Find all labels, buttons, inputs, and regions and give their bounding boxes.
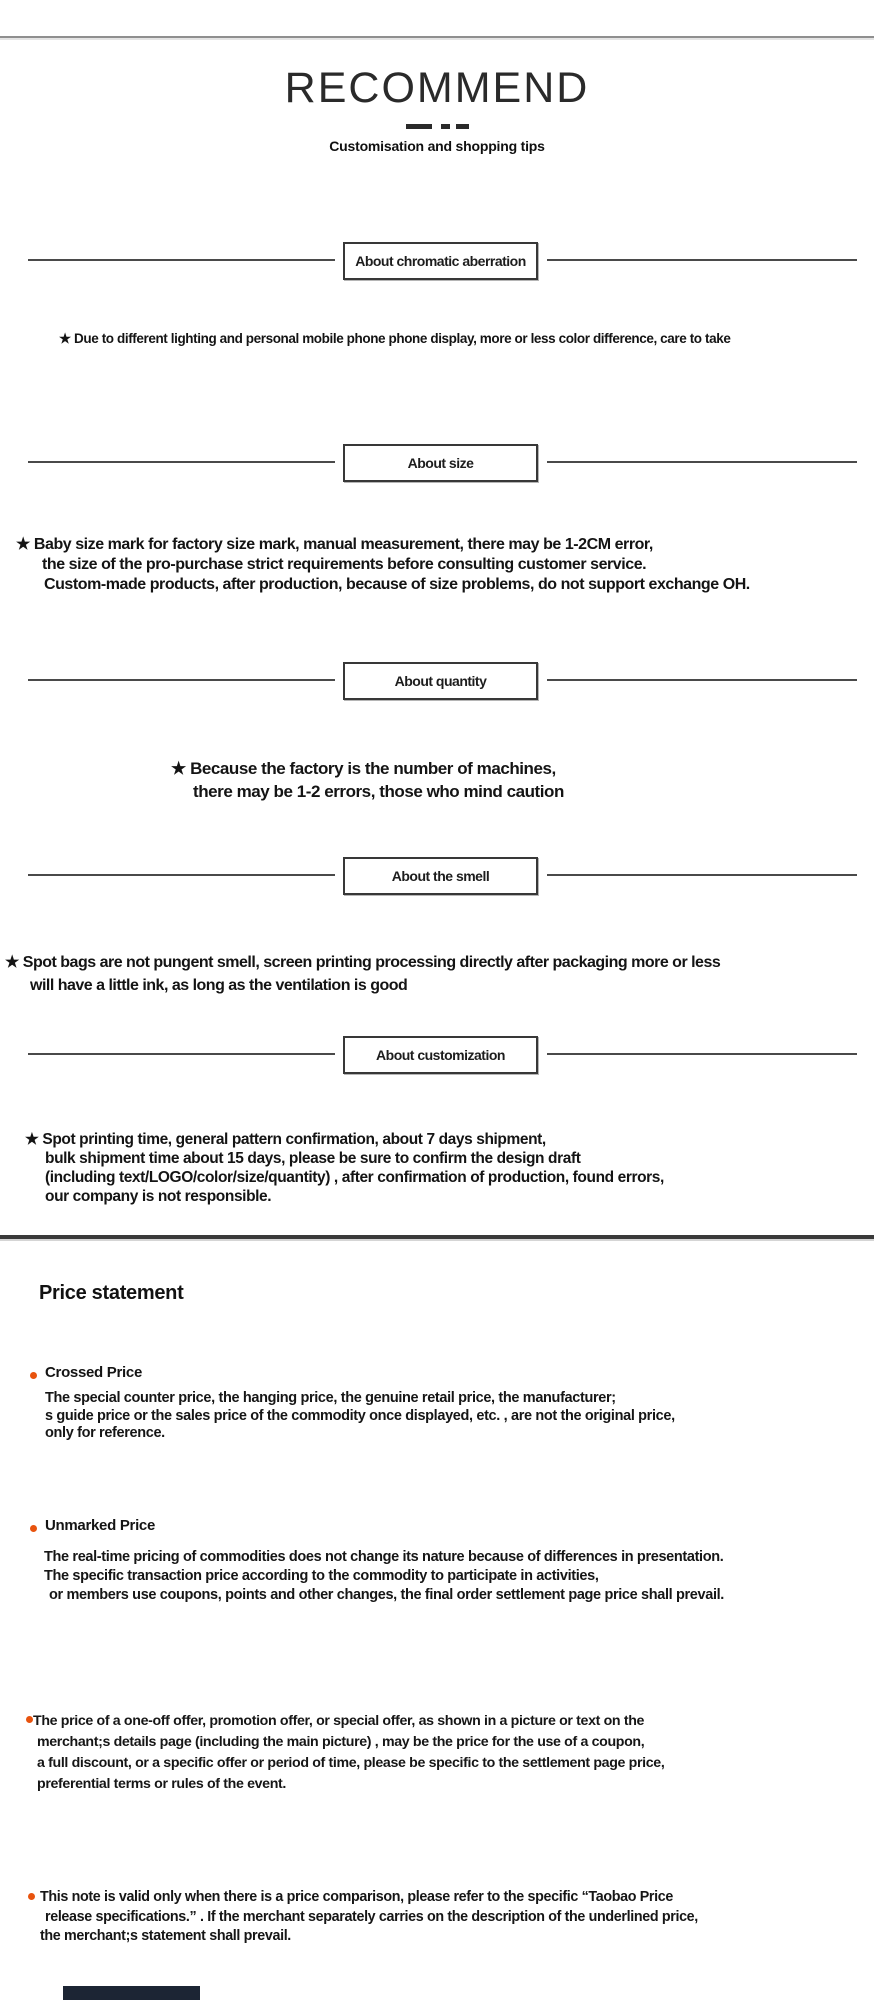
dash-short: [456, 124, 469, 129]
tip-line: ★ Spot printing time, general pattern confirmation, about 7 days shipment,: [25, 1131, 546, 1148]
section-header-size: [0, 444, 874, 482]
section-divider: [0, 1235, 874, 1239]
tip-line: (including text/LOGO/color/size/quantity) , after confirmation of production, found errors,: [45, 1169, 664, 1186]
section-label-box: [343, 242, 538, 280]
dash-short: [441, 124, 450, 129]
price-item-body: [44, 1548, 724, 1605]
section-label: About chromatic aberration: [355, 253, 526, 269]
section-label: About size: [407, 455, 474, 471]
tip-chromatic-aberration: [59, 331, 730, 347]
tip-line: our company is not responsible.: [45, 1188, 272, 1205]
section-header-smell: [0, 857, 874, 895]
rule-left: [28, 461, 335, 463]
section-label-box: [343, 662, 538, 700]
price-item-label: Crossed Price: [45, 1364, 142, 1381]
rule-left: [28, 1053, 335, 1055]
section-label-box: [343, 857, 538, 895]
bullet-icon: [30, 1372, 37, 1379]
price-item-body: [33, 1711, 664, 1795]
tip-line: ★ Because the factory is the number of machines,: [171, 759, 556, 778]
price-line: merchant;s details page (including the main picture) , may be the price for the use of a coupon,: [37, 1734, 645, 1750]
rule-right: [547, 461, 857, 463]
section-label: About the smell: [391, 868, 490, 884]
price-statement-heading: Price statement: [39, 1282, 184, 1304]
tip-line: will have a little ink, as long as the ventilation is good: [30, 977, 408, 994]
price-line: The price of a one-off offer, promotion offer, or special offer, as shown in a picture or text on the: [33, 1713, 645, 1729]
rule-left: [28, 259, 335, 261]
rule-left: [28, 874, 335, 876]
price-line: The specific transaction price according to the commodity to participate in activities,: [44, 1568, 599, 1584]
tip-size: [16, 535, 750, 595]
tip-line: Custom-made products, after production, because of size problems, do not support exchange OH.: [44, 576, 750, 593]
rule-right: [547, 259, 857, 261]
price-line: s guide price or the sales price of the commodity once displayed, etc. , are not the original price,: [45, 1407, 675, 1424]
bullet-icon: [28, 1893, 35, 1900]
section-header-customization: [0, 1036, 874, 1074]
top-divider: [0, 36, 874, 38]
price-line: or members use coupons, points and other changes, the final order settlement page price shall prevail.: [49, 1587, 724, 1603]
tip-line: there may be 1-2 errors, those who mind caution: [193, 782, 564, 801]
price-line: The real-time pricing of commodities does not change its nature because of differences in presentation.: [44, 1549, 724, 1565]
section-label: About quantity: [394, 673, 487, 689]
price-line: a full discount, or a specific offer or period of time, please be specific to the settlement page price,: [37, 1755, 665, 1771]
price-line: release specifications.” . If the merchant separately carries on the description of the underlined price,: [45, 1908, 698, 1925]
rule-right: [547, 1053, 857, 1055]
section-label-box: [343, 444, 538, 482]
price-line: only for reference.: [45, 1425, 165, 1441]
tip-line: ★ Due to different lighting and personal mobile phone phone display, more or less color difference, care to take: [59, 331, 731, 346]
rule-right: [547, 679, 857, 681]
tip-line: ★ Spot bags are not pungent smell, screen printing processing directly after packaging more or less: [5, 954, 721, 971]
tip-line: the size of the pro-purchase strict requirements before consulting customer service.: [42, 556, 647, 573]
bullet-icon: [30, 1525, 37, 1532]
price-item-body: [45, 1390, 675, 1443]
tip-quantity: [171, 757, 564, 803]
price-line: preferential terms or rules of the event.: [37, 1776, 286, 1792]
page-subtitle: Customisation and shopping tips: [329, 138, 545, 154]
price-line: The special counter price, the hanging price, the genuine retail price, the manufacturer;: [45, 1390, 616, 1406]
section-label-box: [343, 1036, 538, 1074]
price-item-label: Unmarked Price: [45, 1517, 156, 1534]
tip-customization: [25, 1130, 664, 1206]
tip-smell: [5, 951, 720, 997]
section-label: About customization: [376, 1047, 505, 1063]
price-item-body: [40, 1888, 698, 1947]
rule-left: [28, 679, 335, 681]
section-header-quantity: [0, 662, 874, 700]
section-header-chromatic-aberration: [0, 242, 874, 280]
bullet-icon: [26, 1716, 33, 1723]
next-section-preview-bar: [63, 1986, 200, 2000]
tip-line: ★ Baby size mark for factory size mark, manual measurement, there may be 1-2CM error,: [16, 536, 653, 553]
page-title: RECOMMEND: [284, 64, 590, 112]
price-line: This note is valid only when there is a price comparison, please refer to the specific “Taobao Price: [40, 1889, 673, 1905]
dash-long: [406, 124, 432, 129]
dash-divider-icon: [0, 124, 874, 129]
price-line: the merchant;s statement shall prevail.: [40, 1928, 291, 1944]
tip-line: bulk shipment time about 15 days, please be sure to confirm the design draft: [45, 1150, 581, 1167]
rule-right: [547, 874, 857, 876]
